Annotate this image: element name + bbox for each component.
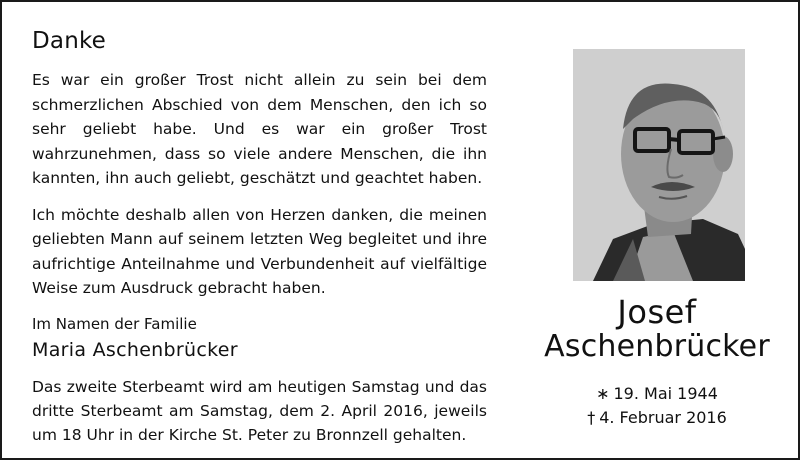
death-date: 4. Februar 2016 [599,408,727,427]
death-cross-icon: † [587,408,596,427]
signature-intro: Im Namen der Familie [32,314,197,333]
birth-line [522,382,792,406]
portrait-illustration [573,49,745,281]
life-dates [522,382,792,430]
deceased-name [522,294,792,364]
signature-name: Maria Aschenbrücker [32,338,238,361]
first-name: Josef [617,293,697,331]
death-line [522,406,792,430]
service-note: Das zweite Sterbeamt wird am heutigen Samstag und das dritte Sterbeamt am Samstag, dem 2. April 2016, jeweils um 18 Uhr in der Kirche St. Peter zu Bronnzell gehalten. [32,377,487,444]
birth-star-icon: ∗ [596,384,610,403]
last-name: Aschenbrücker [544,329,770,364]
heading: Danke [32,28,107,54]
thanks-paragraph-1: Es war ein großer Trost nicht allein zu sein bei dem schmerzlichen Abschied von dem Menschen, den ich so sehr geliebt habe. Und es war ein großer Trost wahrzunehmen, dass so viele andere Menschen, die ihn kannten, ihn auch geliebt, geschätzt und geachtet haben. [32,71,487,187]
portrait-photo [573,49,745,281]
birth-date: 19. Mai 1944 [613,384,718,403]
thank-you-text-block [32,26,487,447]
thanks-paragraph-2: Ich möchte deshalb allen von Herzen danken, die meinen geliebten Mann auf seinem letzten Weg begleitet und ihre aufrichtige Anteilnahme und Verbundenheit auf vielfältige Weise zum Ausdruck gebracht haben. [32,205,487,297]
